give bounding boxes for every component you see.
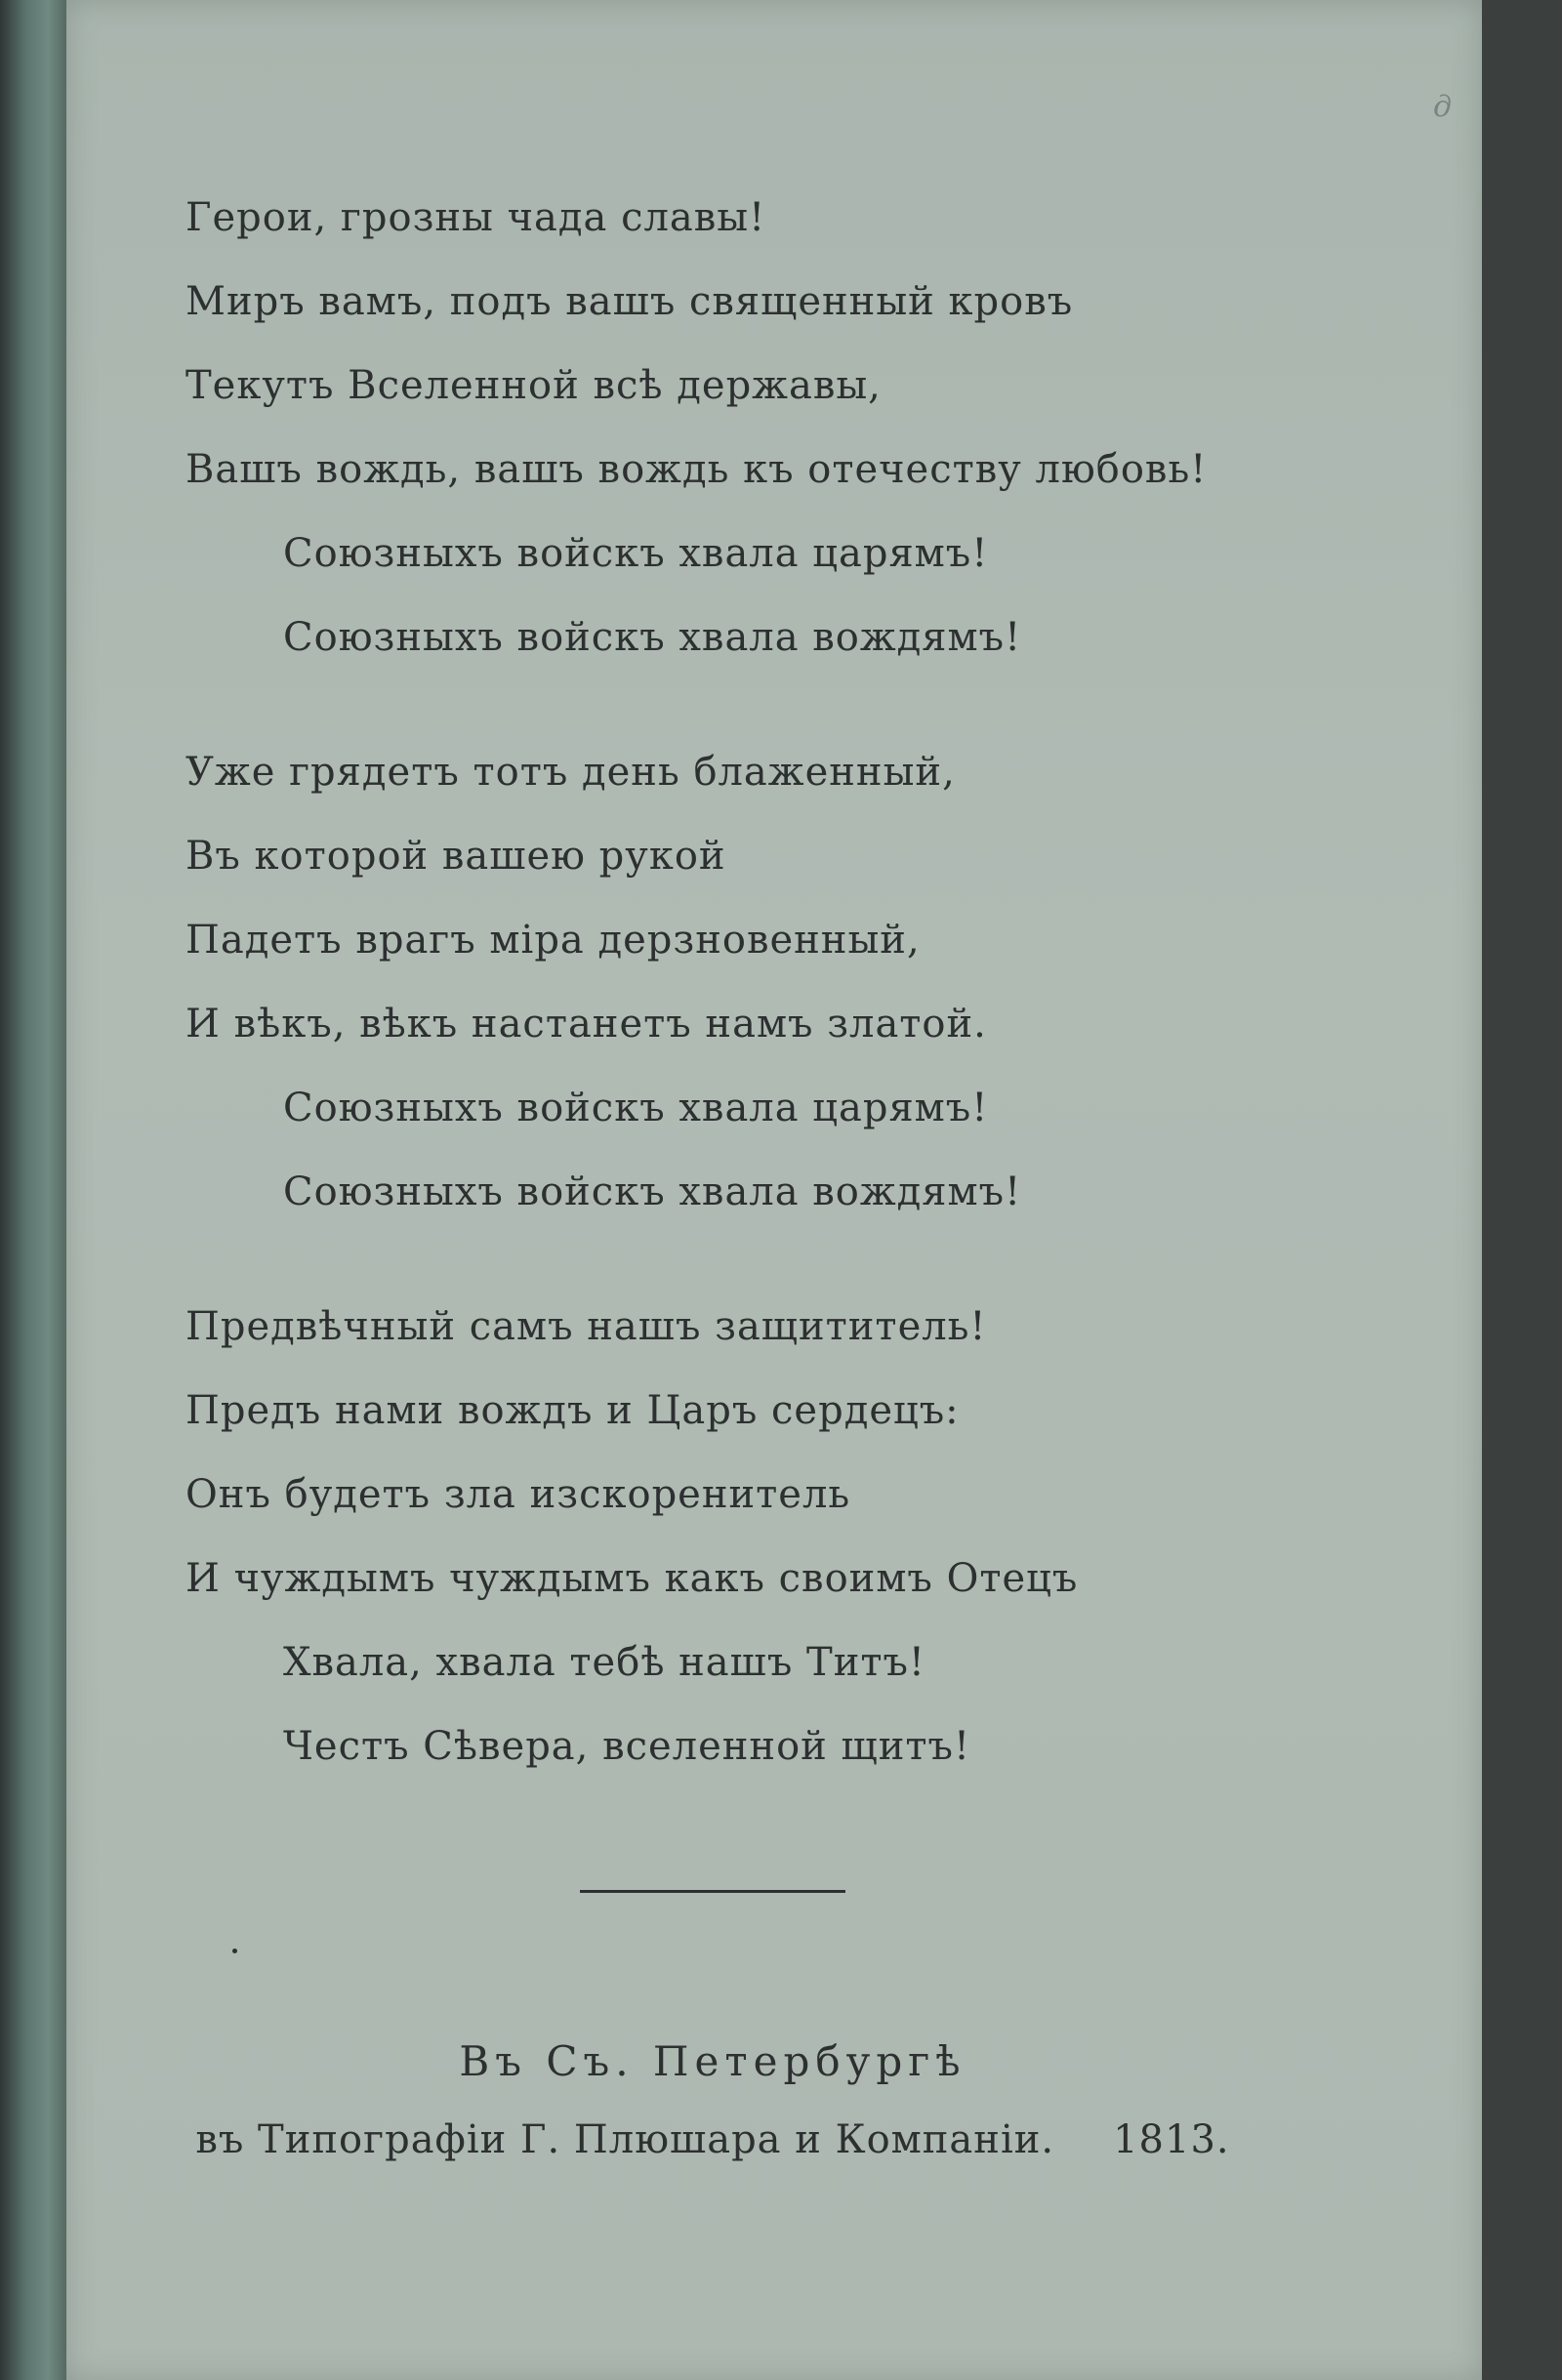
- poem-line: Предъ нами вождъ и Царъ сердецъ:: [185, 1388, 960, 1433]
- poem-line: Онъ будетъ зла изскоренитель: [185, 1472, 851, 1517]
- section-divider: [580, 1890, 845, 1893]
- poem-line: И чуждымъ чуждымъ какъ своимъ Отецъ: [185, 1556, 1079, 1601]
- poem-line: Вашъ вождь, вашъ вождь къ отечеству любовь!: [185, 447, 1208, 492]
- poem-line: Миръ вамъ, подъ вашъ священный кровъ: [185, 279, 1074, 324]
- refrain-line: Союзныхъ войскъ хвала царямъ!: [283, 531, 989, 576]
- refrain-line: Хвала, хвала тебѣ нашъ Титъ!: [283, 1640, 925, 1685]
- imprint-press-line: [0, 2101, 1562, 2179]
- refrain-line: Честъ Сѣвера, вселенной щитъ!: [283, 1724, 971, 1769]
- refrain-line: Союзныхъ войскъ хвала вождямъ!: [283, 615, 1022, 660]
- poem-line: И вѣкъ, вѣкъ настанетъ намъ златой.: [185, 1002, 987, 1046]
- imprint-year: 1813.: [1113, 2117, 1230, 2162]
- page-corner-mark: д: [1433, 90, 1453, 124]
- poem-line: Уже грядетъ тотъ день блаженный,: [185, 750, 956, 795]
- poem-line: Герои, грозны чада славы!: [185, 195, 766, 240]
- poem-body: [185, 176, 1416, 1839]
- imprint-press: въ Типографіи Г. Плюшара и Компаніи.: [195, 2117, 1055, 2162]
- refrain-line: Союзныхъ войскъ хвала царямъ!: [283, 1086, 989, 1130]
- poem-line: Предвѣчный самъ нашъ защититель!: [185, 1304, 987, 1349]
- stanza-3: [185, 1285, 1416, 1788]
- poem-line: Падетъ врагъ міра дерзновенный,: [185, 918, 921, 963]
- poem-line: Текутъ Вселенной всѣ державы,: [185, 363, 882, 408]
- imprint-city: Въ Съ. Петербургѣ: [459, 2037, 966, 2085]
- stanza-2: [185, 730, 1416, 1234]
- ink-speck: [232, 1949, 237, 1953]
- printer-imprint: [0, 2023, 1562, 2179]
- stanza-1: [185, 176, 1416, 679]
- refrain-line: Союзныхъ войскъ хвала вождямъ!: [283, 1169, 1022, 1214]
- poem-line: Въ которой вашею рукой: [185, 834, 726, 879]
